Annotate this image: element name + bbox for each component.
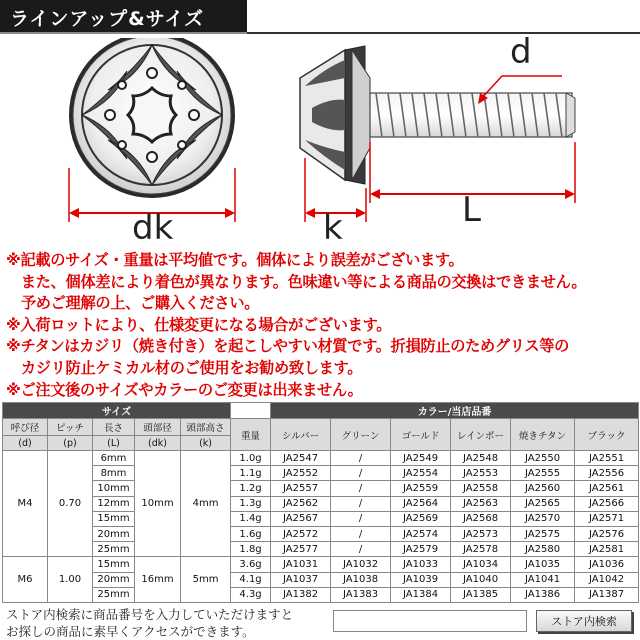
cell-part-number: JA1383 xyxy=(331,587,391,602)
header-bar xyxy=(0,0,247,34)
col-color-burnt: 焼きチタン xyxy=(511,419,575,451)
cell-head-height: 5mm xyxy=(181,557,231,603)
cell-length: 20mm xyxy=(93,526,135,541)
table-row xyxy=(3,557,639,572)
cell-part-number: JA2580 xyxy=(511,542,575,557)
note-line: また、個体差により着色が異なります。色味違い等による商品の交換はできません。 xyxy=(6,272,587,291)
col-color-gold: ゴールド xyxy=(391,419,451,451)
cell-length: 25mm xyxy=(93,542,135,557)
col-weight: 重量 xyxy=(231,419,271,451)
cell-part-number: JA1032 xyxy=(331,557,391,572)
table-row xyxy=(3,572,639,587)
cell-part-number: JA1035 xyxy=(511,557,575,572)
cell-part-number: JA1034 xyxy=(451,557,511,572)
spec-table xyxy=(2,402,639,603)
cell-length: 20mm xyxy=(93,572,135,587)
label-k: k xyxy=(323,208,343,248)
cell-head-dia: 10mm xyxy=(135,451,181,557)
group-spacer xyxy=(231,403,271,419)
cell-weight: 1.8g xyxy=(231,542,271,557)
cell-length: 15mm xyxy=(93,557,135,572)
head-top-view xyxy=(69,38,235,198)
cell-length: 6mm xyxy=(93,451,135,466)
col-nominal-sym: (d) xyxy=(3,436,48,451)
cell-part-number: JA2576 xyxy=(575,526,639,541)
table-row xyxy=(3,526,639,541)
cell-part-number: JA1037 xyxy=(271,572,331,587)
cell-pitch: 0.70 xyxy=(48,451,93,557)
cell-part-number: JA2558 xyxy=(451,481,511,496)
cell-part-number: JA2550 xyxy=(511,451,575,466)
cell-part-number: JA2572 xyxy=(271,526,331,541)
cell-head-dia: 16mm xyxy=(135,557,181,603)
cell-part-number: JA2570 xyxy=(511,511,575,526)
bolt-drawing xyxy=(0,38,640,248)
note-line: カジリ防止ケミカル材のご使用をお勧め致します。 xyxy=(6,358,363,377)
cell-part-number: JA2573 xyxy=(451,526,511,541)
table-row xyxy=(3,542,639,557)
cell-part-number: JA1042 xyxy=(575,572,639,587)
cell-pitch: 1.00 xyxy=(48,557,93,603)
col-head-dia-sym: (dk) xyxy=(135,436,181,451)
note-line: ※チタンはカジリ（焼き付き）を起こしやすい材質です。折損防止のためグリス等の xyxy=(6,337,570,356)
cell-part-number: JA2549 xyxy=(391,451,451,466)
cell-part-number: JA2552 xyxy=(271,466,331,481)
cell-part-number: / xyxy=(331,466,391,481)
section-header xyxy=(0,0,640,36)
footer-line: お探しの商品に素早くアクセスができます。 xyxy=(6,624,255,639)
cell-part-number: JA2564 xyxy=(391,496,451,511)
cell-part-number: JA2547 xyxy=(271,451,331,466)
col-color-black: ブラック xyxy=(575,419,639,451)
cell-part-number: JA2562 xyxy=(271,496,331,511)
cell-part-number: JA2581 xyxy=(575,542,639,557)
cell-part-number: / xyxy=(331,451,391,466)
label-L: L xyxy=(462,190,481,230)
cell-part-number: / xyxy=(331,526,391,541)
store-search-button[interactable]: ストア内検索 xyxy=(536,610,632,632)
cell-part-number: JA1386 xyxy=(511,587,575,602)
table-row xyxy=(3,511,639,526)
footer-text xyxy=(6,606,293,640)
cell-weight: 1.0g xyxy=(231,451,271,466)
cell-head-height: 4mm xyxy=(181,451,231,557)
cell-weight: 1.1g xyxy=(231,466,271,481)
cell-part-number: JA2555 xyxy=(511,466,575,481)
cell-weight: 1.6g xyxy=(231,526,271,541)
cell-part-number: JA1033 xyxy=(391,557,451,572)
table-row xyxy=(3,587,639,602)
col-nominal: 呼び径 xyxy=(3,419,48,436)
cell-part-number: JA1031 xyxy=(271,557,331,572)
cell-part-number: JA2561 xyxy=(575,481,639,496)
table-body xyxy=(3,451,639,603)
cell-part-number: JA2560 xyxy=(511,481,575,496)
cell-part-number: JA2578 xyxy=(451,542,511,557)
cell-part-number: JA2577 xyxy=(271,542,331,557)
cell-length: 10mm xyxy=(93,481,135,496)
cell-part-number: JA1039 xyxy=(391,572,451,587)
cell-part-number: JA2575 xyxy=(511,526,575,541)
col-head-dia: 頭部径 xyxy=(135,419,181,436)
cell-part-number: JA2571 xyxy=(575,511,639,526)
label-dk: dk xyxy=(132,208,174,248)
cell-part-number: JA1036 xyxy=(575,557,639,572)
store-search-footer xyxy=(0,604,640,640)
group-size-header: サイズ xyxy=(3,403,231,419)
table-row xyxy=(3,496,639,511)
col-length-sym: (L) xyxy=(93,436,135,451)
torx-recess xyxy=(128,88,176,142)
note-line: ※記載のサイズ・重量は平均値です。個体により誤差がございます。 xyxy=(6,251,464,269)
group-color-header: カラー/当店品番 xyxy=(271,403,639,419)
cell-part-number: JA1385 xyxy=(451,587,511,602)
cell-part-number: JA2565 xyxy=(511,496,575,511)
notes xyxy=(6,250,638,401)
store-search-input[interactable] xyxy=(333,610,527,632)
note-line: ※ご注文後のサイズやカラーのご変更は出来ません。 xyxy=(6,380,363,399)
section-title: ラインアップ&サイズ xyxy=(10,8,205,30)
cell-part-number: JA1041 xyxy=(511,572,575,587)
label-d: d xyxy=(510,32,532,72)
cell-part-number: JA2569 xyxy=(391,511,451,526)
cell-weight: 1.2g xyxy=(231,481,271,496)
cell-weight: 1.4g xyxy=(231,511,271,526)
cell-length: 8mm xyxy=(93,466,135,481)
cell-part-number: JA2568 xyxy=(451,511,511,526)
cell-part-number: / xyxy=(331,496,391,511)
cell-part-number: JA1382 xyxy=(271,587,331,602)
cell-part-number: / xyxy=(331,481,391,496)
col-color-green: グリーン xyxy=(331,419,391,451)
cell-length: 25mm xyxy=(93,587,135,602)
cell-part-number: JA2557 xyxy=(271,481,331,496)
cell-weight: 4.3g xyxy=(231,587,271,602)
bolt-dimension-diagram xyxy=(0,32,640,248)
footer-line: ストア内検索に商品番号を入力していただけますと xyxy=(6,607,294,622)
note-line: ※入荷ロットにより、仕様変更になる場合がございます。 xyxy=(6,315,392,334)
col-pitch: ピッチ xyxy=(48,419,93,436)
cell-weight: 1.3g xyxy=(231,496,271,511)
cell-part-number: JA2563 xyxy=(451,496,511,511)
col-pitch-sym: (p) xyxy=(48,436,93,451)
cell-nominal: M4 xyxy=(3,451,48,557)
cell-part-number: JA2579 xyxy=(391,542,451,557)
cell-part-number: JA2554 xyxy=(391,466,451,481)
cell-part-number: JA1040 xyxy=(451,572,511,587)
cell-part-number: / xyxy=(331,511,391,526)
cell-part-number: JA2567 xyxy=(271,511,331,526)
cell-part-number: JA1387 xyxy=(575,587,639,602)
table-row xyxy=(3,466,639,481)
col-color-silver: シルバー xyxy=(271,419,331,451)
cell-part-number: JA2551 xyxy=(575,451,639,466)
col-head-height: 頭部高さ xyxy=(181,419,231,436)
header-divider xyxy=(247,32,640,34)
table-row xyxy=(3,481,639,496)
col-color-rainbow: レインボー xyxy=(451,419,511,451)
cell-length: 12mm xyxy=(93,496,135,511)
cell-part-number: JA2559 xyxy=(391,481,451,496)
col-head-height-sym: (k) xyxy=(181,436,231,451)
cell-part-number: JA2553 xyxy=(451,466,511,481)
cell-part-number: JA1384 xyxy=(391,587,451,602)
cell-nominal: M6 xyxy=(3,557,48,603)
cell-part-number: JA2556 xyxy=(575,466,639,481)
cell-length: 15mm xyxy=(93,511,135,526)
col-length: 長さ xyxy=(93,419,135,436)
cell-weight: 3.6g xyxy=(231,557,271,572)
cell-part-number: JA1038 xyxy=(331,572,391,587)
note-line: 予めご理解の上、ご購入ください。 xyxy=(6,294,260,313)
cell-part-number: / xyxy=(331,542,391,557)
cell-weight: 4.1g xyxy=(231,572,271,587)
bolt-side-view xyxy=(300,46,575,184)
cell-part-number: JA2548 xyxy=(451,451,511,466)
table-row xyxy=(3,451,639,466)
cell-part-number: JA2566 xyxy=(575,496,639,511)
cell-part-number: JA2574 xyxy=(391,526,451,541)
